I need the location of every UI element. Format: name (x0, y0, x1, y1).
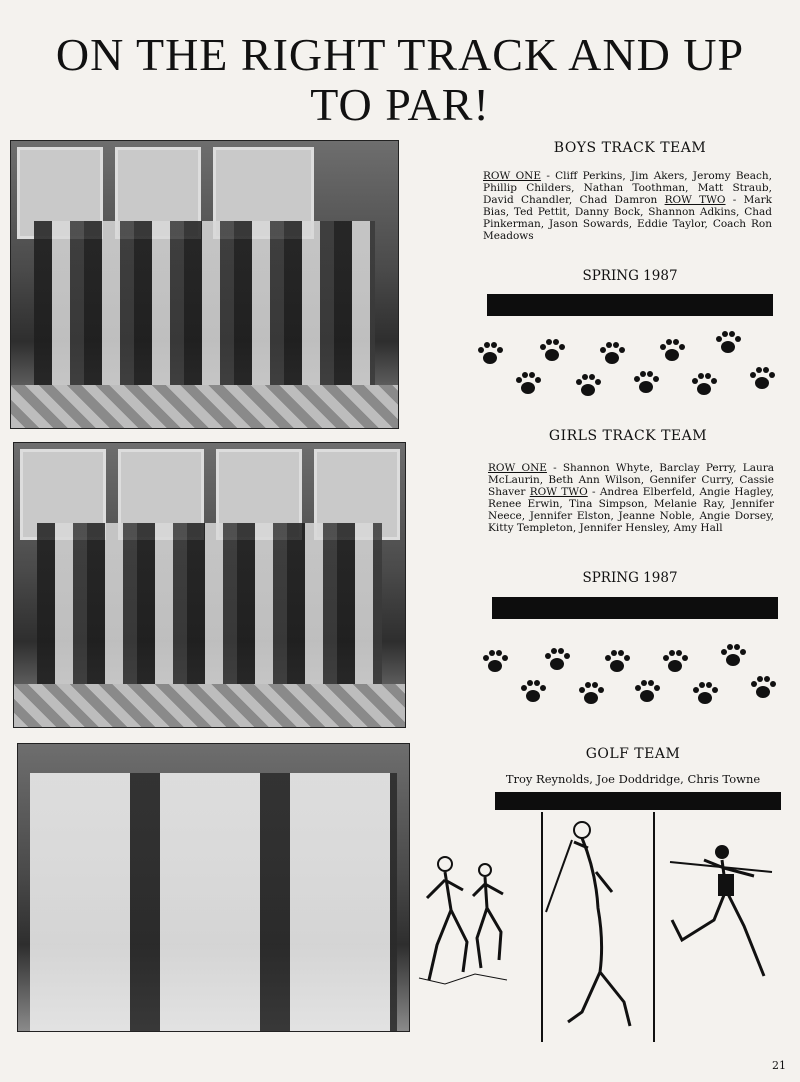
girls-row-two-names: - Andrea Elberfeld, Angie Hagley, Renee Erwin, Tina Simpson, Melanie Ray, Jennifer Neece, Jennifer Elston, Jeanne Noble, Angie Dorsey, Kitty Templeton, Jennifer Hensley, Amy Hall (488, 486, 775, 534)
paw-print-icon (632, 369, 660, 395)
girls-track-team-photo (13, 442, 406, 728)
girls-black-bar (492, 597, 778, 619)
page-title (10, 30, 790, 130)
paw-print-icon (690, 371, 718, 397)
paw-print-icon (519, 678, 547, 704)
golfer-illustration (538, 812, 658, 1042)
paw-print-icon (476, 340, 504, 366)
boys-paw-prints (470, 325, 790, 405)
golf-team-photo (17, 743, 410, 1032)
paw-print-icon (514, 370, 542, 396)
paw-print-icon (719, 642, 747, 668)
boys-row-one-names: - Cliff Perkins, Jim Akers, Jeromy Beach, Phillip Childers, Nathan Toothman, Matt Straub, David Chandler, Chad Damron (483, 170, 772, 206)
boys-track-team-photo (10, 140, 399, 429)
paw-print-icon (577, 680, 605, 706)
golf-roster: Troy Reynolds, Joe Doddridge, Chris Towne (505, 772, 761, 786)
girls-row-one-label: ROW ONE (488, 462, 547, 474)
boys-roster (483, 170, 772, 242)
girls-season: SPRING 1987 (582, 570, 678, 586)
paw-print-icon (658, 337, 686, 363)
paw-print-icon (714, 329, 742, 355)
title-line-1: ON THE RIGHT TRACK AND UP (55, 29, 745, 80)
boys-track-heading: BOYS TRACK TEAM (553, 140, 707, 156)
golf-black-bar (495, 792, 781, 810)
paw-print-icon (691, 680, 719, 706)
paw-print-icon (481, 648, 509, 674)
boys-row-two-names: - Mark Bias, Ted Pettit, Danny Bock, Shannon Adkins, Chad Pinkerman, Jason Sowards, Eddie Taylor, Coach Ron Meadows (483, 194, 772, 242)
boys-row-one-label: ROW ONE (483, 170, 542, 182)
girls-paw-prints (475, 638, 795, 713)
boys-season: SPRING 1987 (582, 268, 678, 284)
title-line-2: TO PAR! (310, 79, 490, 130)
boys-row-two-label: ROW TWO (664, 194, 726, 206)
girls-roster (488, 462, 774, 534)
paw-print-icon (749, 674, 777, 700)
paw-print-icon (603, 648, 631, 674)
paw-print-icon (538, 337, 566, 363)
boys-black-bar (487, 294, 773, 316)
paw-print-icon (633, 678, 661, 704)
paw-print-icon (543, 646, 571, 672)
page-number: 21 (772, 1059, 786, 1072)
girls-track-heading: GIRLS TRACK TEAM (548, 428, 708, 444)
golf-team-heading: GOLF TEAM (585, 746, 681, 762)
paw-print-icon (574, 372, 602, 398)
paw-print-icon (748, 365, 776, 391)
runners-illustration (415, 850, 510, 985)
javelin-thrower-illustration (662, 830, 787, 990)
paw-print-icon (661, 648, 689, 674)
girls-row-two-label: ROW TWO (529, 486, 588, 498)
paw-print-icon (598, 340, 626, 366)
girls-row-one-names: - Shannon Whyte, Barclay Perry, Laura McLaurin, Beth Ann Wilson, Gennifer Curry, Cassie Shaver (488, 462, 774, 498)
